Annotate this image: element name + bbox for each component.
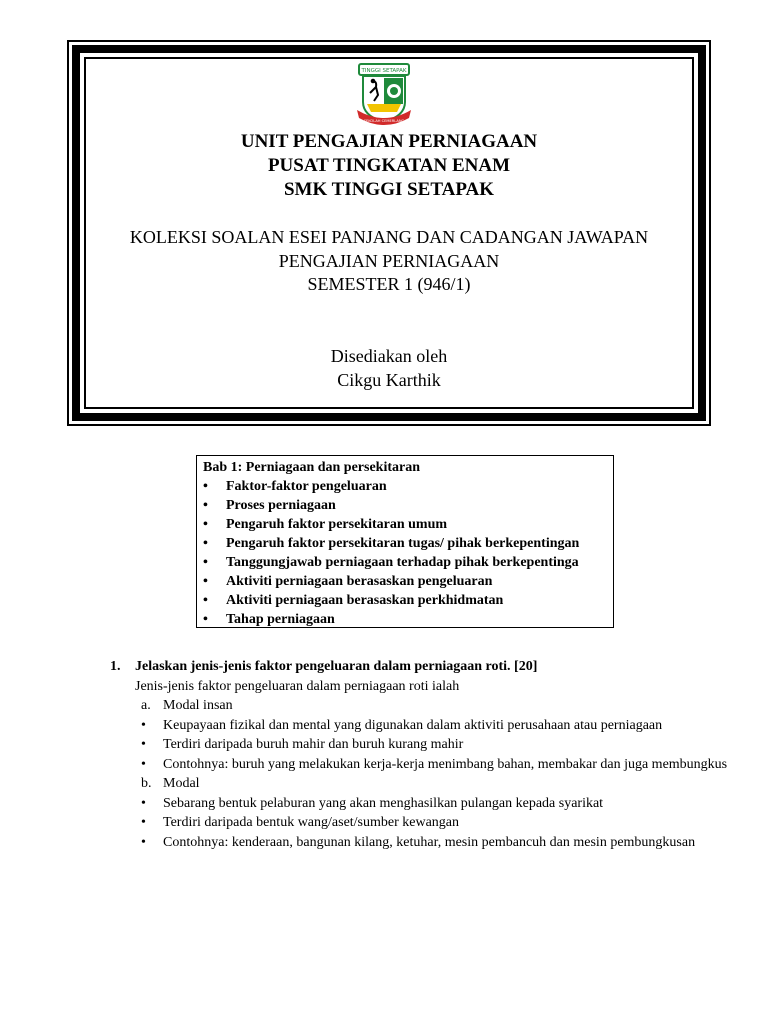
bullet-icon: • [141, 815, 146, 830]
bullet-icon: • [141, 737, 146, 752]
list-item: • Terdiri daripada buruh mahir dan buruh kurang mahir [110, 735, 730, 755]
list-item: • Proses perniagaan [203, 498, 336, 513]
list-item: • Contohnya: buruh yang melakukan kerja-kerja menimbang bahan, membakar dan juga membungkus [110, 755, 730, 775]
question-1 [110, 657, 730, 852]
school-crest-logo [355, 62, 413, 128]
chapter-title: Bab 1: Perniagaan dan persekitaran [203, 460, 421, 475]
list-item: • Faktor-faktor pengeluaran [203, 479, 387, 494]
bullet-icon: • [203, 593, 208, 608]
centre-title: PUSAT TINGKATAN ENAM [267, 155, 511, 176]
bullet-icon: • [141, 717, 146, 733]
chapter-topics-box [196, 455, 614, 628]
list-item: • Tahap perniagaan [203, 612, 335, 627]
bullet-icon: • [203, 498, 208, 513]
author-name: Cikgu Karthik [337, 370, 441, 390]
list-item: • Pengaruh faktor persekitaran tugas/ pihak berkepentingan [203, 536, 580, 551]
bullet-icon: • [203, 517, 208, 532]
bullet-icon: • [203, 612, 208, 627]
list-item: • Sebarang bentuk pelaburan yang akan menghasilkan pulangan kepada syarikat [110, 794, 730, 814]
logo-bottom-text: SEKOLAH CEMERLANG [363, 119, 405, 123]
bullet-icon: • [141, 795, 146, 811]
prepared-by-label: Disediakan oleh [330, 346, 448, 366]
list-item: • Terdiri daripada bentuk wang/aset/sumber kewangan [110, 813, 730, 833]
answer-intro: Jenis-jenis faktor pengeluaran dalam perniagaan roti ialah [135, 678, 460, 694]
list-item: • Tanggungjawab perniagaan terhadap pihak berkepentinga [203, 555, 579, 570]
question-text: Jelaskan jenis-jenis faktor pengeluaran dalam perniagaan roti. [20] [135, 659, 538, 674]
list-item: • Pengaruh faktor persekitaran umum [203, 517, 448, 532]
bullet-icon: • [141, 834, 146, 850]
bullet-icon: • [203, 536, 208, 551]
subject-title: PENGAJIAN PERNIAGAAN [278, 251, 500, 271]
unit-title: UNIT PENGAJIAN PERNIAGAAN [240, 131, 538, 152]
bullet-icon: • [203, 479, 208, 494]
bullet-icon: • [203, 574, 208, 589]
list-item: • Contohnya: kenderaan, bangunan kilang, ketuhar, mesin pembancuh dan mesin pembungkusan [110, 833, 730, 853]
list-item: • Aktiviti perniagaan berasaskan perkhidmatan [203, 593, 504, 608]
answer-list [110, 696, 730, 852]
list-item: a. Modal insan [110, 696, 730, 716]
bullet-icon: • [203, 555, 208, 570]
school-title: SMK TINGGI SETAPAK [283, 179, 495, 200]
bullet-icon: • [141, 756, 146, 772]
question-number: 1. [110, 659, 121, 674]
list-marker: a. [141, 698, 151, 713]
list-item: b. Modal [110, 774, 730, 794]
question-title [110, 657, 730, 677]
logo-top-text: TINGGI SETAPAK [361, 68, 407, 74]
chapter-topic-list [203, 477, 607, 629]
list-item: • Aktiviti perniagaan berasaskan pengeluaran [203, 574, 493, 589]
semester-title: SEMESTER 1 (946/1) [307, 274, 471, 294]
list-marker: b. [141, 776, 152, 791]
list-item: • Keupayaan fizikal dan mental yang digunakan dalam aktiviti perusahaan atau perniagaan [110, 716, 730, 736]
collection-title: KOLEKSI SOALAN ESEI PANJANG DAN CADANGAN JAWAPAN [129, 227, 649, 247]
